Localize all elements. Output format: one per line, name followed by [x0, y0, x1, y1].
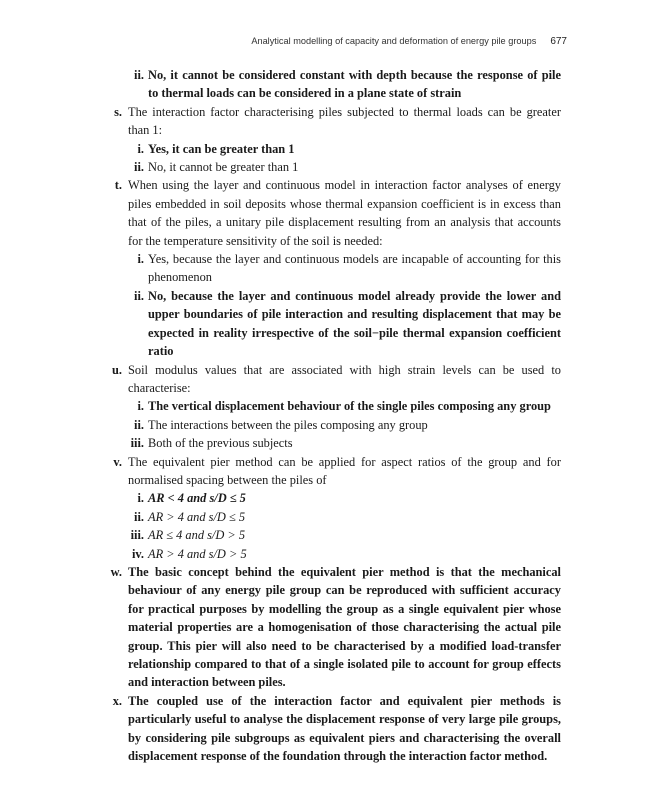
question-item: [98, 692, 561, 766]
option-item: [98, 158, 561, 176]
question-text: Soil modulus values that are associated with high strain levels can be used to characterise:: [128, 362, 561, 395]
option-label: iii.: [130, 436, 144, 451]
question-label: s.: [114, 104, 122, 119]
question-item: [98, 176, 561, 250]
question-label: x.: [112, 693, 122, 708]
question-label: u.: [112, 362, 122, 377]
option-label: ii.: [134, 68, 144, 82]
option-text: The vertical displacement behaviour of the single piles composing any group: [148, 399, 551, 414]
option-text: Both of the previous subjects: [148, 436, 293, 451]
question-list: [98, 66, 561, 765]
option-text: AR ≤ 4 and s/D > 5: [148, 528, 246, 543]
question-text: The coupled use of the interaction factor and equivalent pier methods is particularly useful to analyse the displacement response of very large pile groups, by considering pile subgroups as equivalent piers and characterising the overall displacement response of the foundation through the interaction factor method.: [128, 693, 561, 764]
option-label: ii.: [134, 160, 144, 175]
question-label: v.: [113, 454, 122, 469]
option-text: The interactions between the piles composing any group: [148, 417, 428, 432]
option-item: [98, 545, 561, 563]
running-header: [0, 36, 567, 47]
option-text: AR > 4 and s/D ≤ 5: [148, 509, 246, 524]
option-label: i.: [137, 252, 144, 267]
option-label: i.: [137, 491, 144, 506]
option-text: Yes, because the layer and continuous models are incapable of accounting for this phenomenon: [148, 252, 561, 285]
option-label: i.: [137, 141, 144, 156]
option-text: Yes, it can be greater than 1: [148, 141, 295, 156]
option-text: No, because the layer and continuous model already provide the lower and upper boundaries of pile interaction and resulting displacement that may be expected in reality irrespective of the soil−pile thermal expansion coefficient ratio: [148, 288, 561, 359]
question-text: When using the layer and continuous model in interaction factor analyses of energy piles embedded in soil deposits whose thermal expansion coefficient is in excess than that of the piles, a unitary pile displacement resulting from an analysis that accounts for the temperature sensitivity of the soil is needed:: [128, 178, 561, 248]
page-number: 677: [550, 36, 567, 47]
question-label: t.: [114, 178, 122, 193]
option-item: [98, 140, 561, 158]
option-item: [98, 287, 561, 361]
option-item: [98, 434, 561, 452]
option-text: No, it cannot be greater than 1: [148, 160, 299, 175]
option-item: [98, 508, 561, 526]
question-item: [98, 361, 561, 398]
question-label: w.: [110, 564, 122, 579]
option-label: ii.: [134, 288, 144, 303]
question-item: [98, 453, 561, 490]
running-title: Analytical modelling of capacity and deformation of energy pile groups: [251, 36, 537, 46]
option-text: No, it cannot be considered constant with depth because the response of pile to thermal loads can be considered in a plane state of strain: [148, 68, 561, 101]
option-item: [98, 526, 561, 544]
question-item: [98, 563, 561, 692]
question-item: [98, 103, 561, 140]
option-item: [98, 250, 561, 287]
option-label: i.: [137, 399, 144, 414]
option-label: iii.: [130, 528, 144, 543]
option-item: [98, 66, 561, 103]
option-item: [98, 416, 561, 434]
option-label: ii.: [134, 509, 144, 524]
option-item: [98, 489, 561, 507]
option-label: iv.: [131, 546, 144, 561]
option-text: AR > 4 and s/D > 5: [148, 546, 247, 561]
question-text: The equivalent pier method can be applied for aspect ratios of the group and for normalised spacing between the piles of: [128, 454, 561, 487]
option-text: AR < 4 and s/D ≤ 5: [148, 491, 246, 506]
option-label: ii.: [134, 417, 144, 432]
option-item: [98, 397, 561, 415]
question-text: The interaction factor characterising piles subjected to thermal loads can be greater than 1:: [128, 104, 561, 138]
question-text: The basic concept behind the equivalent pier method is that the mechanical behaviour of any energy pile group can be reproduced with sufficient accuracy for practical purposes by modelling the group as a single equivalent pier whose material properties are a homogenisation of those characterising the actual pile group. This pier will also need to be characterised by a modified load-transfer relationship compared to that of a single isolated pile to account for group effects and interaction between piles.: [128, 564, 561, 690]
